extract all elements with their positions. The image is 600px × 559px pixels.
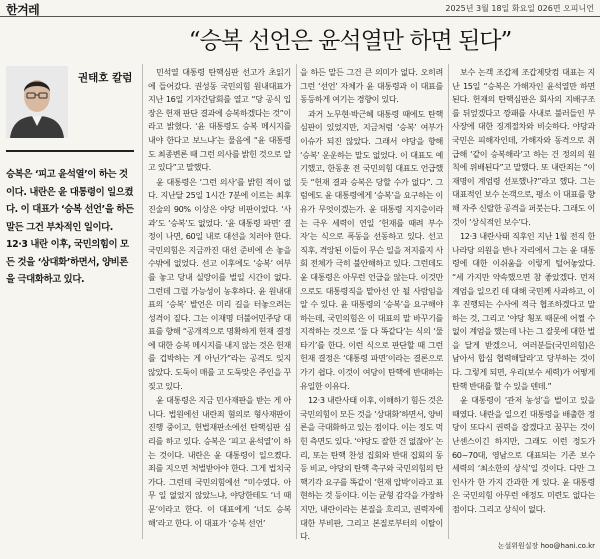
- paragraph: 민석열 대통령 탄핵심판 선고가 초읽기에 들어갔다. 권성동 국민의힘 원내대표가 지난 16일 기자간담회를 열고 “당 공식 입장은 헌재 판단 결과에 승복하겠다는 것”이라고 밝혔다. ‘윤 대통령도 승복 메시지를 내야 한다고 보느냐’는 물음에 “윤 대통령도 최종변론 때 그런 의사를 밝힌 것으로 알고 있다”고 말했다.: [148, 67, 291, 173]
- author-portrait-icon: [6, 66, 68, 138]
- newspaper-logo: 한겨레: [6, 3, 40, 17]
- paragraph: 보수 논객 조갑제 조갑제닷컴 대표는 지난 15일 “승복은 가해자인 윤석열만 하면 된다. 헌재의 탄핵심판은 회사의 지배구조를 뒤엎겠다고 깡패를 사내로 불러들인 부사장에 대한 징계절차와 비슷하다. 야당과 국민은 피해자인데, 가해자와 동격으로 취급해 ‘같이 승복해라’고 하는 건 정의의 원칙에 위배된다”고 말했다. 또 내란죄는 “이재명이 계엄령 선포했나?”라고 했다. 그는 대표적인 보수 논객으로, 평소 이 대표를 향해 자주 신랄한 공격을 퍼붓는다. 그래도 이것이 ‘상식적인 보수’다.: [452, 67, 595, 227]
- column-byline: 권태호 칼럼: [78, 72, 133, 84]
- author-contact: 논설위원실장 hoo@hani.co.kr: [497, 542, 595, 550]
- paragraph: 12·3 내란사태 직후인 지난 1월 전직 한나라당 의원을 반나 자리에서 그는 윤 대통령에 대한 이쉬움을 이렇게 털어놓았다. “세 가지만 약속했으면 참 좋았겠다. 먼저 계엄을 일으킨 데 대해 국민께 사과하고, 이후 진행되는 수사에 적극 협조하겠다고 말하는 것, 그리고 ‘야당 횡포 때문에 어쩔 수 없이 계엄을 했는데 나는 그 잘못에 대한 벌을 달게 받겠으니, 여러분들(국민의힘)은 남아서 합심 협력해달라’고 당부하는 것이다. 그렇게 되면, 우리(보수 세력)가 어떻게 탄핵 반대를 할 수 있을 텐데.”: [452, 231, 595, 391]
- article-column-2: [300, 66, 443, 545]
- summary-text: 승복은 ‘피고 윤석열’이 하는 것이다. 내란은 윤 대통령이 일으켰다. 이 대표가 ‘승복 선언’을 하든 말든 그건 부차적인 일이다. 12·3 내란 이후, 국민의힘이 모든 것을 ‘상대화’하면서, 양비론을 극대화하고 있다.: [6, 169, 134, 285]
- column-divider: [448, 64, 449, 539]
- article-column-1: [148, 66, 291, 531]
- paragraph: 을 하든 말든 그건 큰 의미가 없다. 오히려 그런 ‘선언’ 자체가 윤 대통령과 이 대표를 동등하게 여기는 경향이 있다.: [300, 67, 443, 105]
- paragraph: 윤 대통령이 ‘관저 농성’을 벌이고 있을 때였다. 내란을 일으킨 대통령을 배출한 정당이 또다시 권력을 잡겠다고 꿈꾸는 것이 난센스이긴 하지만, 그래도 이런 정도가 60~70대, 영남으로 대표되는 기존 보수 세력의 ‘최소한의 상식’일 것이다. 다만 그 인사가 한 가지 간과한 게 있다. 윤 대통령은 국민의힘 아무런 애정도 미련도 없다는 점이다. 그리고 상식이 없다.: [452, 395, 595, 514]
- column-divider: [296, 64, 297, 539]
- author-photo: [6, 66, 68, 138]
- summary-divider: [6, 150, 134, 152]
- paragraph: 윤 대통령은 ‘그런 의사’를 밝힌 적이 없다. 지난달 25일 1시간 7분에 이르는 최후진술의 90% 이상은 야당 비판이었다. ‘사과’도 ‘승복’도 없었다. ‘윤 대통령 파면’ 결정이 나면, 60일 내로 대선을 치러야 한다. 국민의힘은 지금까진 대선 준비에 손 놓을 수밖에 없었다. 선고 이후에도 ‘승복’ 여부를 놓고 당내 실랑이를 벌일 시간이 없다. 그런데 그럴 가능성이 농후하다. 윤 원내대표의 ‘승복’ 발언은 미리 길을 터놓으려는 성격이 짙다. 그는 이재명 더불어민주당 대표를 향해 “공개적으로 명확하게 헌재 결정에 대한 승복 메시지를 내지 않는 것은 헌재를 겁박하는 게 아닌가”라는 공격도 잊지 않았다. 도둑이 매를 고 도둑맞은 주인을 꾸짖고 있다.: [148, 176, 291, 391]
- article-column-3: [452, 66, 595, 518]
- masthead: [0, 0, 600, 17]
- column-divider: [142, 64, 143, 539]
- paragraph: 과거 노무현·박근혜 대통령 때에도 탄핵심판이 있었지만, 지금처럼 ‘승복’ 여부가 이슈가 되진 않았다. 그래서 야당을 향해 ‘승복’ 운운하는 말도 없었다. 이 대표도 예기했고, 한동훈 전 국민의힘 대표도 언급했듯 “헌재 결과 승복은 당할 수가 없다”. 그럼에도 윤 대통령에게 ‘승복’을 요구하는 이유가 무엇이겠는가. 윤 대통령 지지층이라는 극우 세력이 연일 ‘헌재를 때려 부수자’는 식으로 폭동을 선동하고 있다. 선고 직후, 격앙된 이들이 무슨 일을 저지를지 사회 전체가 극히 불안해하고 있다. 그런데도 윤 대통령은 아무런 언급을 않는다. 이것만으로도 대통령직을 맡아선 안 될 사람임을 알 수 있다. 윤 대통령의 ‘승복’을 요구해야 하는데, 국민의힘은 이 대표의 말 바꾸기를 지적하는 것으로 ‘둘 다 똑같다’는 식의 ‘물타기’를 한다. 이런 식으로 판단할 때 그런 헌재 결정은 ‘대통령 파면’이라는 결론으로 가기 쉽다. 이것이 여당이 탄핵에 반대하는 유일한 이유다.: [300, 108, 443, 391]
- dateline: 2025년 3월 18일 화요일 026면 오피니언: [445, 4, 594, 13]
- paragraph: 12·3 내란사태 이후, 이해하기 힘든 것은 국민의힘이 모든 것을 ‘상대화’하면서, 양비론을 극대화하고 있는 점이다. 이는 정도 먹힌 측면도 있다. ‘야당도 잘한 건 없잖아’ 논리, 또는 탄핵 찬성 집회와 반대 집회의 동등 비교, 야당의 탄핵 촉구와 국민의힘의 탄핵기각 요구를 똑같이 ‘헌재 압박’이라고 표현하는 것 등이다. 이는 균형 감각을 가장하지만, 내란이라는 본질을 흐리고, 권력자에 대한 부비판, 그리고 본질로부터의 이탈이다.: [300, 395, 443, 542]
- paragraph: 윤 대통령은 지금 민사재판을 받는 게 아니다. 법원에선 내란죄 혐의로 형사재판이 진행 중이고, 헌법재판소에선 탄핵심판 심리를 하고 있다. 승복은 ‘피고 윤석열’이 하는 것이다. 내란은 윤 대통령이 일으켰다. 죄를 지으면 처벌받아야 한다. 그게 법치국가다. 그런데 국민의힘에선 “미수였다. 아무 일 없었지 않았느냐, 야당한테도 ‘너 때문’이라고 한다. 이 대표에게 ‘너도 승복해’라고 한다. 이 대표가 ‘승복 선언’: [148, 395, 291, 528]
- headline: “승복 선언은 윤석열만 하면 된다”: [188, 28, 512, 54]
